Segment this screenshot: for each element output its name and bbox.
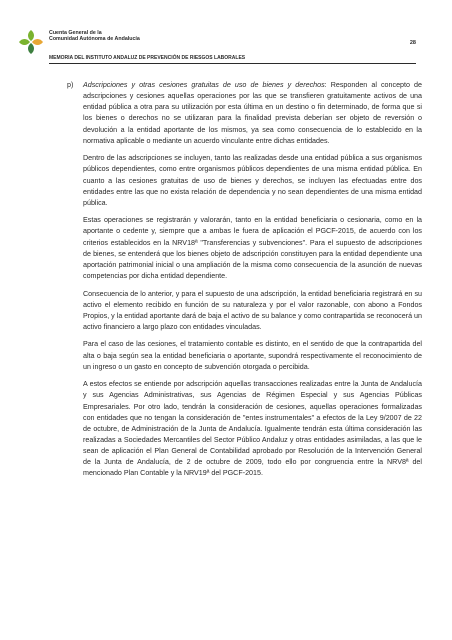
logo-leaf-bottom (28, 43, 34, 54)
junta-andalucia-logo (18, 29, 44, 55)
page-number: 28 (409, 40, 416, 46)
paragraph-1-text: : Responden al concepto de adscripciones y cesiones aquellas operaciones por las que se transfieren gratuitamente activos de una entidad pública a otra para su utilización por esta última en un destino o fin determinado, de forma que si los bienes o derechos no se utilizaran para la finalidad prevista deberían ser objeto de reversión o devolución a la entidad aportante de los mismos, ya sea como consecuencia de lo establecido en la normativa aplicable o mediante un acuerdo vinculante entre dichas entidades. (83, 81, 422, 145)
paragraph-2: Dentro de las adscripciones se incluyen, tanto las realizadas desde una entidad pública a sus organismos públicos dependientes, como entre organismos públicos dependientes de una misma entidad pública. En cuanto a las cesiones gratuitas de uso de bienes y derechos, se incluyen las efectuadas entre dos entidades entre las que no exista relación de dependencia y no sean dependientes de una misma entidad pública. (83, 154, 422, 207)
logo-leaf-left (19, 39, 30, 45)
report-title: MEMORIA DEL INSTITUTO ANDALUZ DE PREVENCIÓN DE RIESGOS LABORALES (49, 55, 246, 61)
list-marker: p) (67, 81, 74, 89)
logo-leaf-right (32, 39, 43, 45)
header-divider (49, 63, 416, 64)
document-body (67, 80, 422, 486)
paragraph-3: Estas operaciones se registrarán y valorarán, tanto en la entidad beneficiaria o cesionaria, como en la aportante o cedente y, siempre que a ambas le fuera de aplicación el PGCF-2015, de acuerdo con los criterios establecidos en la NRV18ª "Transferencias y subvenciones". Para el supuesto de adscripciones de bienes, se entenderá que los bienes objeto de adscripción constituyen para la entidad dependiente una aportación patrimonial inicial o una ampliación de la misma como consecuencia de la asunción de nuevas competencias por dicha entidad dependiente. (83, 216, 422, 281)
paragraph-4: Consecuencia de lo anterior, y para el supuesto de una adscripción, la entidad beneficiaria registrará en su activo el elemento recibido en función de su naturaleza y por el valor razonable, con abono a Fondos Propios, y la entidad aportante dará de baja el activo de su balance y como contrapartida se reconocerá un activo financiero a largo plazo con entidades vinculadas. (83, 289, 422, 332)
organization-name (49, 30, 140, 43)
paragraph-1 (67, 80, 422, 147)
org-line-1: Cuenta General de la (49, 30, 102, 36)
paragraph-5: Para el caso de las cesiones, el tratamiento contable es distinto, en el sentido de que la contrapartida del alta o baja según sea la entidad beneficiaria o aportante, supondrá respectivamente el reconocimiento de un ingreso o un gasto en concepto de subvención otorgada o percibida. (83, 340, 422, 371)
section-lead: Adscripciones y otras cesiones gratuitas de uso de bienes y derechos (83, 81, 325, 89)
org-line-2: Comunidad Autónoma de Andalucía (49, 36, 140, 43)
logo-leaf-top (28, 30, 34, 41)
paragraph-6: A estos efectos se entiende por adscripción aquellas transacciones realizadas entre la Junta de Andalucía y sus Agencias Administrativas, sus Agencias de Régimen Especial y sus Agencias Públicas Empresariales. Por otro lado, tendrán la consideración de cesiones, aquellas operaciones formalizadas con entidades que no tengan la consideración de "entes instrumentales" a efectos de la Ley 9/2007 de 22 de octubre, de Administración de la Junta de Andalucía. Igualmente tendrán esta última consideración las realizadas a Sociedades Mercantiles del Sector Público Andaluz y otras entidades asimiladas, a las que le sean de aplicación el Plan General de Contabilidad aprobado por Resolución de la Intervención General de la Junta de Andalucía, de 2 de octubre de 2009, todo ello por congruencia entre la NRV8ª del mencionado Plan Contable y la NRV19ª del PGCF-2015. (83, 380, 422, 478)
